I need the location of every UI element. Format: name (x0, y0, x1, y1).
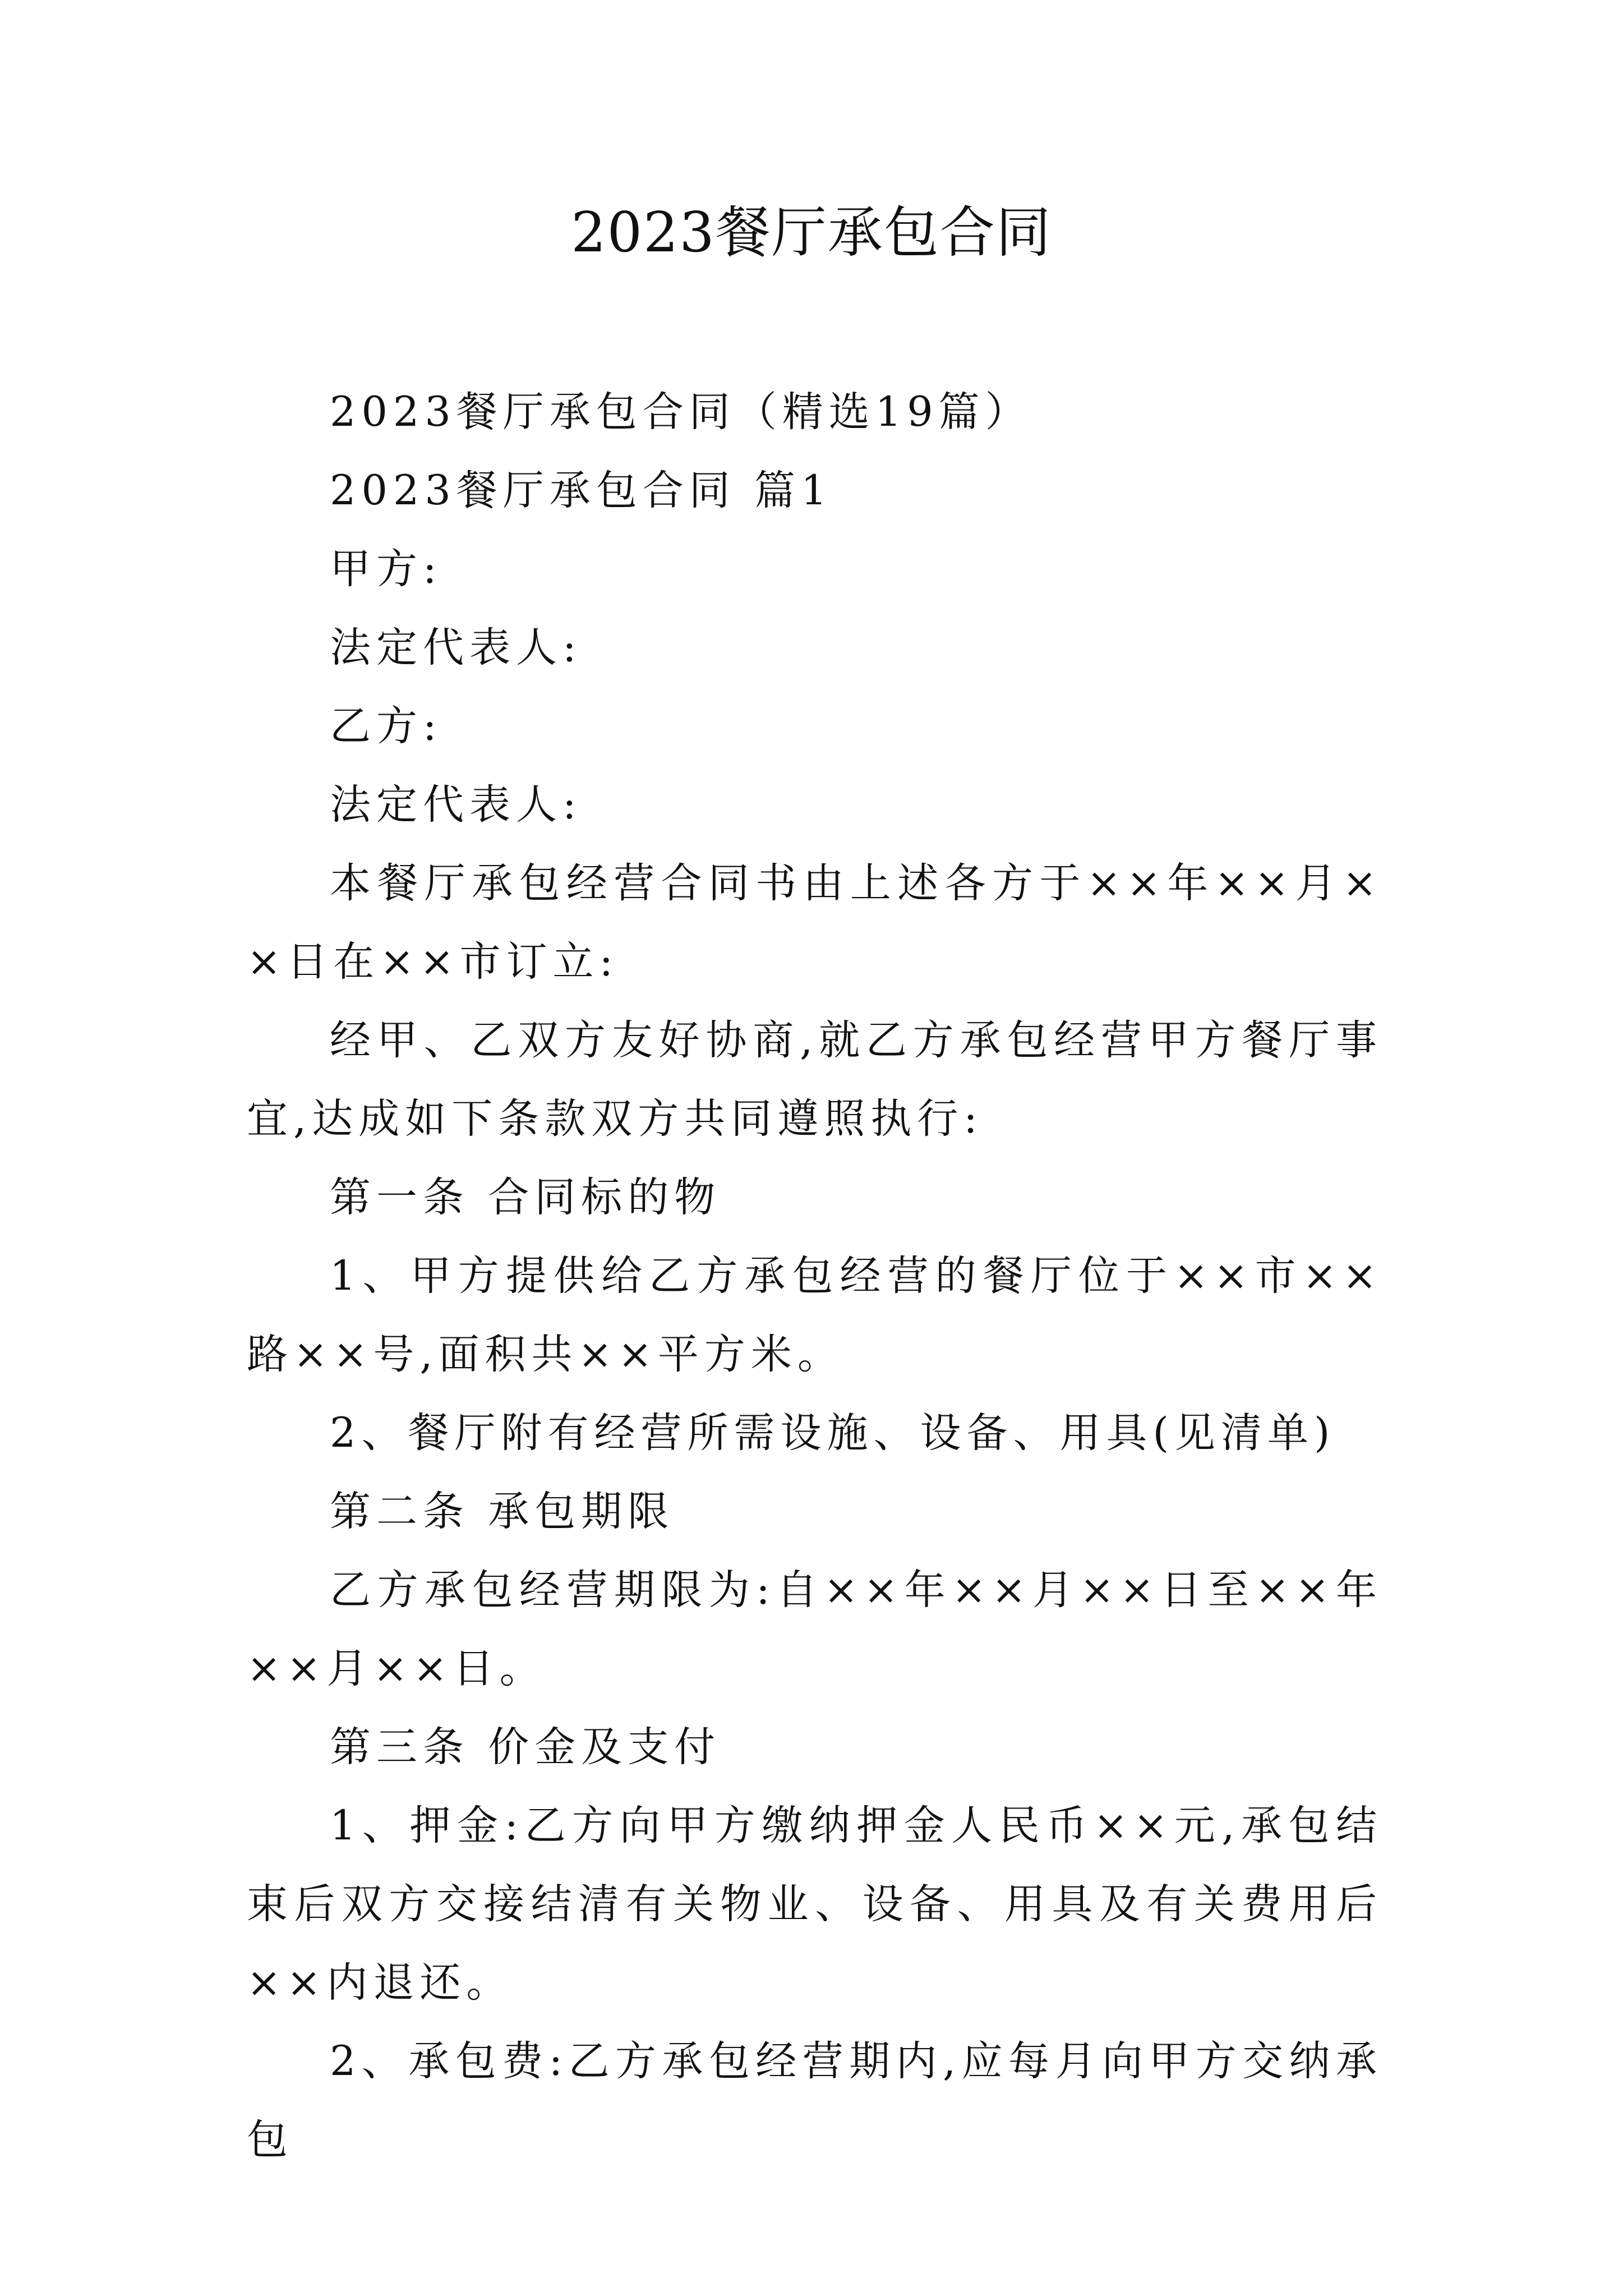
paragraph-party-b: 乙方: (330, 702, 442, 750)
paragraph-party-a-representative: 法定代表人: (330, 624, 582, 671)
article-1-heading: 第一条 合同标的物 (330, 1174, 721, 1221)
article-3-clause-2: 2、承包费:乙方承包经营期内,应每月向甲方交纳承包 (247, 2037, 1382, 2164)
article-2-term: 乙方承包经营期限为:自××年××月××日至××年××月××日。 (247, 1566, 1382, 1692)
paragraph-party-a: 甲方: (330, 545, 442, 593)
article-1-clause-1: 1、甲方提供给乙方承包经营的餐厅位于××市××路××号,面积共××平方米。 (247, 1252, 1382, 1378)
article-3-heading: 第三条 价金及支付 (330, 1723, 721, 1771)
paragraph-signing-statement: 本餐厅承包经营合同书由上述各方于××年××月××日在××市订立: (247, 859, 1382, 986)
document-title: 2023餐厅承包合同 (571, 201, 1052, 265)
paragraph-part-heading: 2023餐厅承包合同 篇1 (330, 467, 833, 514)
paragraph-party-b-representative: 法定代表人: (330, 781, 582, 829)
article-3-clause-1: 1、押金:乙方向甲方缴纳押金人民币××元,承包结束后双方交接结清有关物业、设备、用具及有关费用后××内退还。 (247, 1802, 1382, 2007)
article-2-heading: 第二条 承包期限 (330, 1488, 675, 1535)
article-1-clause-2: 2、餐厅附有经营所需设施、设备、用具(见清单) (330, 1409, 1336, 1457)
paragraph-subtitle: 2023餐厅承包合同（精选19篇） (330, 388, 1032, 436)
document-body (247, 373, 1382, 2179)
paragraph-agreement-intro: 经甲、乙双方友好协商,就乙方承包经营甲方餐厅事宜,达成如下条款双方共同遵照执行: (247, 1016, 1382, 1143)
